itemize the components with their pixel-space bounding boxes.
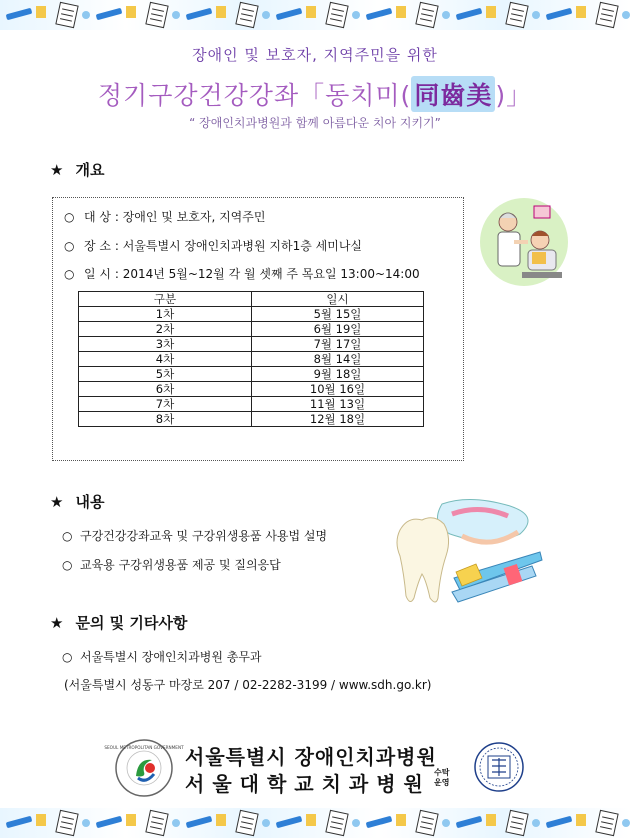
table-row — [79, 337, 424, 352]
snu-dental-logo — [474, 738, 524, 796]
date-cell: 7월 17일 — [252, 337, 424, 352]
border-motif — [456, 2, 540, 27]
footer-hospital-name: 서울특별시 장애인치과병원 — [185, 745, 437, 769]
content-heading — [50, 491, 104, 512]
target-label: 대 상 : — [84, 210, 119, 224]
title-suffix: )」 — [495, 81, 533, 110]
content-item — [62, 527, 327, 544]
content-heading-text: 내용 — [75, 493, 105, 511]
contact-detail: (서울특별시 성동구 마장로 207 / 02-2282-3199 / www.sdh.go.kr) — [64, 678, 432, 692]
footer-small-label — [434, 768, 449, 788]
date-cell: 10월 16일 — [252, 382, 424, 397]
border-motif — [546, 810, 630, 835]
date-cell: 5월 15일 — [252, 307, 424, 322]
seoul-seal-logo — [104, 738, 184, 798]
circle-bullet-icon: ○ — [62, 558, 73, 572]
contact-item-text: 서울특별시 장애인치과병원 총무과 — [80, 650, 262, 664]
date-cell: 12월 18일 — [252, 412, 424, 427]
footer-operator-name: 서울대학교치과병원 — [185, 772, 431, 796]
content-item — [62, 556, 281, 573]
circle-bullet-icon: ○ — [64, 239, 75, 253]
border-motif — [6, 810, 90, 835]
session-cell: 4차 — [79, 352, 252, 367]
subtitle: 장애인 및 보호자, 지역주민을 위한 — [192, 46, 438, 64]
session-cell: 6차 — [79, 382, 252, 397]
date-cell: 6월 19일 — [252, 322, 424, 337]
table-row — [79, 367, 424, 382]
contact-heading — [50, 612, 187, 633]
date-cell: 8월 14일 — [252, 352, 424, 367]
page-title — [0, 76, 630, 112]
border-motif — [96, 810, 180, 835]
border-motif — [276, 810, 360, 835]
table-header-row — [79, 292, 424, 307]
target-value: 장애인 및 보호자, 지역주민 — [122, 210, 266, 224]
date-cell: 9월 18일 — [252, 367, 424, 382]
table-row — [79, 307, 424, 322]
star-icon: ★ — [50, 493, 64, 511]
border-motif — [276, 2, 360, 27]
small-label-bottom: 운영 — [434, 778, 450, 787]
border-motif — [366, 2, 450, 27]
dentist-illustration — [478, 192, 570, 292]
contact-heading-text: 문의 및 기타사항 — [75, 614, 188, 632]
overview-time — [64, 265, 420, 282]
circle-bullet-icon: ○ — [64, 267, 75, 281]
time-value: 2014년 5월~12월 각 월 셋째 주 목요일 13:00~14:00 — [122, 267, 420, 281]
session-cell: 5차 — [79, 367, 252, 382]
content-item-text: 교육용 구강위생용품 제공 및 질의응답 — [80, 558, 281, 572]
table-row — [79, 397, 424, 412]
table-row — [79, 382, 424, 397]
time-label: 일 시 : — [84, 267, 119, 281]
border-motif — [6, 2, 90, 27]
top-decorative-border — [0, 0, 630, 30]
tooth-toothbrush-illustration — [390, 494, 546, 612]
date-cell: 11월 13일 — [252, 397, 424, 412]
table-header-cell: 구분 — [79, 292, 252, 307]
border-motif — [366, 810, 450, 835]
table-row — [79, 352, 424, 367]
session-cell: 8차 — [79, 412, 252, 427]
overview-heading — [50, 159, 104, 180]
border-motif — [96, 2, 180, 27]
circle-bullet-icon: ○ — [62, 650, 73, 664]
content-item-text: 구강건강강좌교육 및 구강위생용품 사용법 설명 — [80, 529, 328, 543]
seal-text: SEOUL METROPOLITAN GOVERNMENT — [104, 745, 184, 750]
border-motif — [186, 810, 270, 835]
title-prefix: 정기구강건강강좌「동치미( — [97, 81, 412, 110]
table-row — [79, 412, 424, 427]
session-cell: 7차 — [79, 397, 252, 412]
small-label-top: 수탁 — [434, 768, 450, 777]
bottom-decorative-border — [0, 808, 630, 838]
border-motif — [546, 2, 630, 27]
place-value: 서울특별시 장애인치과병원 지하1층 세미나실 — [122, 239, 363, 253]
star-icon: ★ — [50, 614, 64, 632]
table-header-cell: 일시 — [252, 292, 424, 307]
place-label: 장 소 : — [84, 239, 119, 253]
title-hanja: 同齒美 — [411, 76, 495, 112]
star-icon: ★ — [50, 161, 64, 179]
session-cell: 2차 — [79, 322, 252, 337]
session-cell: 1차 — [79, 307, 252, 322]
overview-target — [64, 208, 265, 225]
schedule-table — [78, 291, 424, 427]
circle-bullet-icon: ○ — [62, 529, 73, 543]
table-row — [79, 322, 424, 337]
contact-item — [62, 648, 262, 665]
tagline: “ 장애인치과병원과 함께 아름다운 치아 지키기” — [189, 116, 441, 130]
overview-place — [64, 237, 362, 254]
circle-bullet-icon: ○ — [64, 210, 75, 224]
border-motif — [456, 810, 540, 835]
border-motif — [186, 2, 270, 27]
overview-heading-text: 개요 — [75, 161, 105, 179]
session-cell: 3차 — [79, 337, 252, 352]
